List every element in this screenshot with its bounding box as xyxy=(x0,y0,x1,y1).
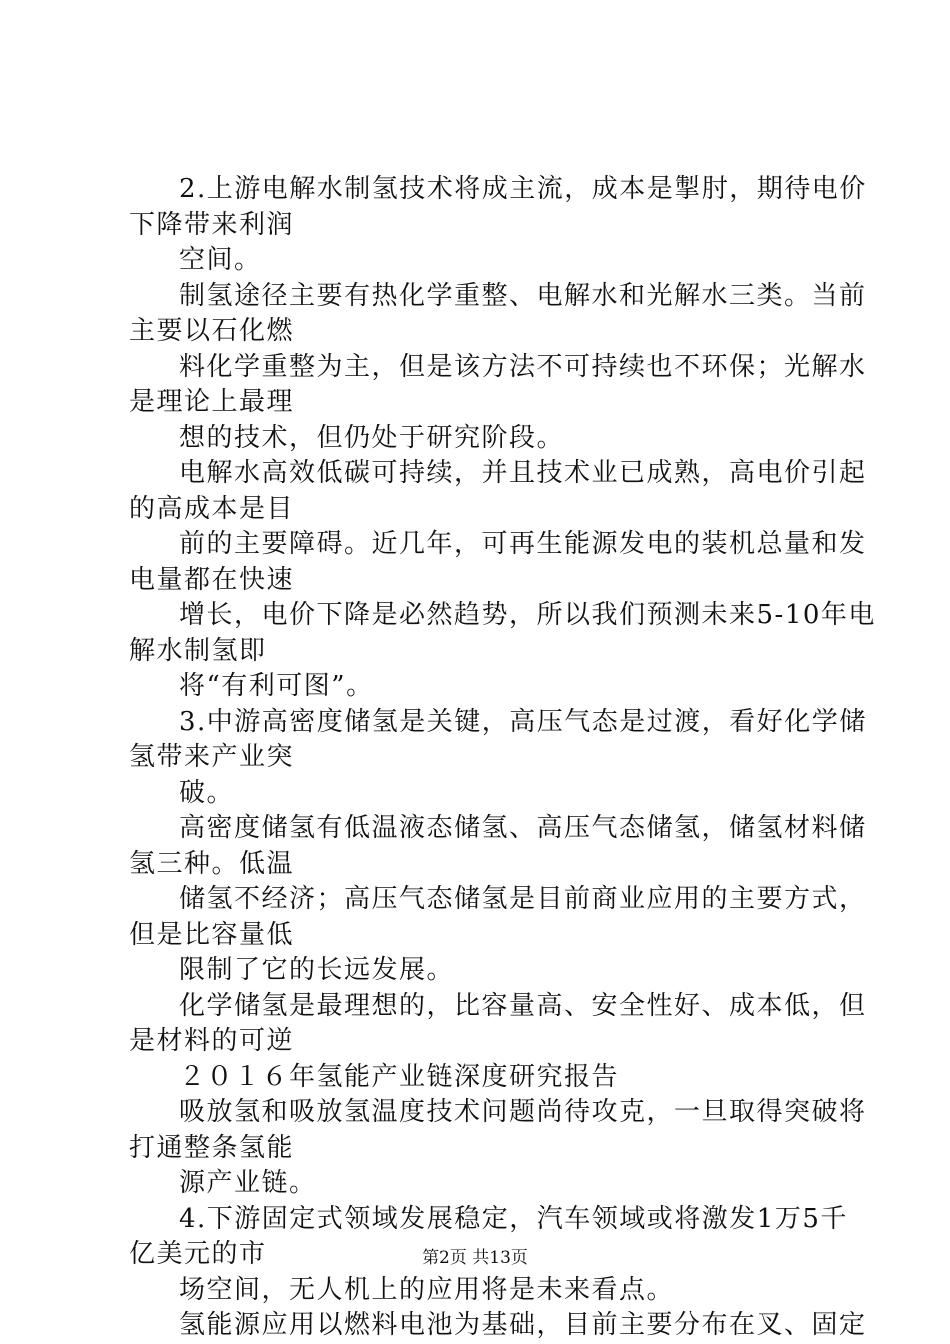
text-line: 增长，电价下降是必然趋势，所以我们预测未来5-10年电 xyxy=(179,600,876,630)
text-line: 主要以石化燃 xyxy=(129,316,295,346)
text-line: 空间。 xyxy=(179,245,262,275)
text-line: 源产业链。 xyxy=(179,1168,317,1198)
text-line: 电量都在快速 xyxy=(129,564,295,595)
text-line: 打通整条氢能 xyxy=(129,1132,295,1163)
text-line: 氢能源应用以燃料电池为基础，目前主要分布在叉、固定 xyxy=(179,1310,867,1340)
text-line: 破。 xyxy=(179,777,235,808)
text-line: 前的主要障碍。近几年，可再生能源发电的装机总量和发 xyxy=(179,529,867,559)
text-line: 电解水高效低碳可持续，并且技术业已成熟，高电价引起 xyxy=(179,458,867,488)
text-line: 亿美元的市 xyxy=(129,1239,267,1269)
text-line: 4.下游固定式领域发展稳定，汽车领域或将激发1万5千 xyxy=(179,1203,848,1234)
text-line: 氢三种。低温 xyxy=(129,848,295,879)
page-footer: 第2页 共13页 xyxy=(422,1248,528,1268)
document-body xyxy=(129,172,876,1344)
text-line: 场空间，无人机上的应用将是未来看点。 xyxy=(179,1274,675,1305)
text-line: 化学储氢是最理想的，比容量高、安全性好、成本低，但 xyxy=(179,990,867,1021)
text-line: 是理论上最理 xyxy=(129,387,295,417)
text-line: 限制了它的长远发展。 xyxy=(179,955,455,985)
text-line: 储氢不经济；高压气态储氢是目前商业应用的主要方式， xyxy=(179,884,867,914)
text-line: 将“有利可图”。 xyxy=(179,671,374,701)
text-line: 想的技术，但仍处于研究阶段。 xyxy=(179,422,565,453)
text-line: 的高成本是目 xyxy=(129,493,295,524)
text-line: 吸放氢和吸放氢温度技术问题尚待攻克，一旦取得突破将 xyxy=(179,1097,867,1127)
text-line: 但是比容量低 xyxy=(129,919,295,950)
text-line: 3.中游高密度储氢是关键，高压气态是过渡，看好化学储 xyxy=(179,706,867,737)
text-line: 下降带来利润 xyxy=(129,209,295,240)
text-line: 是材料的可逆 xyxy=(129,1026,295,1056)
text-line: 2.上游电解水制氢技术将成主流，成本是掣肘，期待电价 xyxy=(179,174,867,204)
text-line: 解水制氢即 xyxy=(129,635,267,666)
text-line: 高密度储氢有低温液态储氢、高压气态储氢，储氢材料储 xyxy=(179,813,867,843)
text-line: 氢带来产业突 xyxy=(129,742,295,772)
text-line: 料化学重整为主，但是该方法不可持续也不环保；光解水 xyxy=(179,351,867,382)
text-line: ２０１６年氢能产业链深度研究报告 xyxy=(179,1061,620,1092)
text-line: 制氢途径主要有热化学重整、电解水和光解水三类。当前 xyxy=(179,280,867,311)
